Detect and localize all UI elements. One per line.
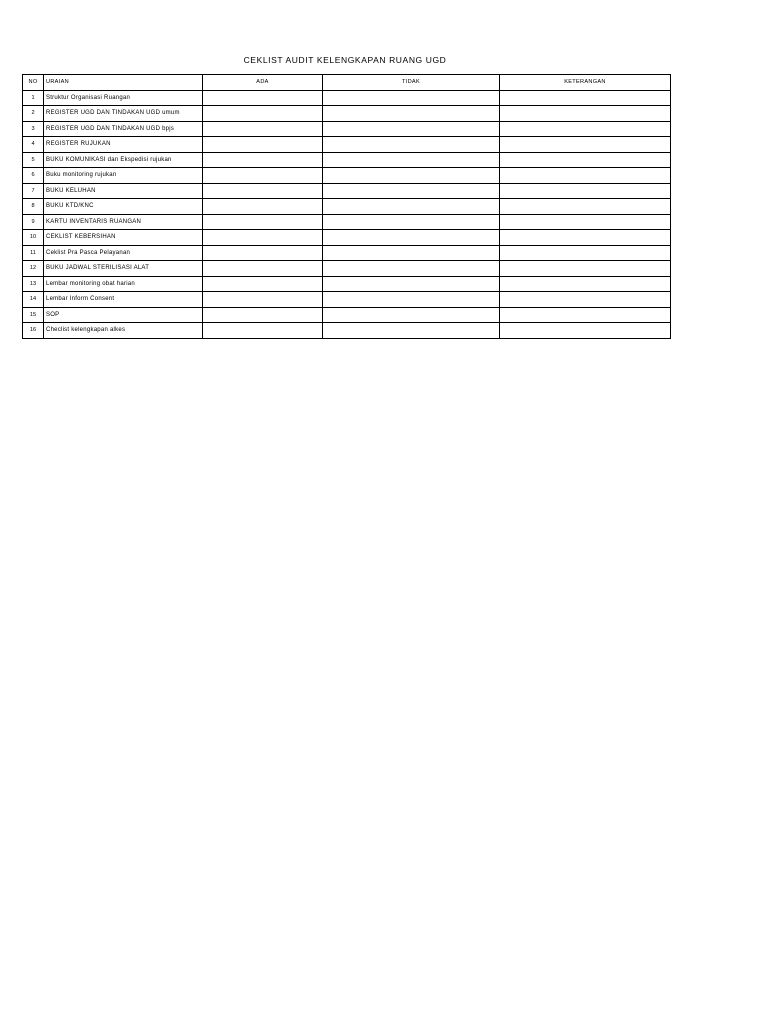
row-uraian: Checlist kelengkapan alkes xyxy=(44,323,203,339)
table-row xyxy=(23,137,671,153)
row-keterangan-cell xyxy=(500,199,671,215)
row-uraian: BUKU KOMUNIKASI dan Ekspedisi rujukan xyxy=(44,152,203,168)
row-uraian: Lembar monitoring obat harian xyxy=(44,276,203,292)
row-ada-cell xyxy=(203,276,323,292)
row-uraian: REGISTER UGD DAN TINDAKAN UGD bpjs xyxy=(44,121,203,137)
row-keterangan-cell xyxy=(500,90,671,106)
table-row xyxy=(23,261,671,277)
row-tidak-cell xyxy=(323,90,500,106)
row-uraian: KARTU INVENTARIS RUANGAN xyxy=(44,214,203,230)
table-row xyxy=(23,152,671,168)
row-number: 4 xyxy=(23,137,44,153)
row-tidak-cell xyxy=(323,261,500,277)
row-tidak-cell xyxy=(323,168,500,184)
row-tidak-cell xyxy=(323,307,500,323)
row-tidak-cell xyxy=(323,121,500,137)
row-tidak-cell xyxy=(323,183,500,199)
row-number: 16 xyxy=(23,323,44,339)
table-row xyxy=(23,276,671,292)
row-keterangan-cell xyxy=(500,276,671,292)
header-tidak: TIDAK xyxy=(323,75,500,91)
row-ada-cell xyxy=(203,106,323,122)
row-ada-cell xyxy=(203,307,323,323)
row-keterangan-cell xyxy=(500,183,671,199)
row-tidak-cell xyxy=(323,276,500,292)
row-tidak-cell xyxy=(323,137,500,153)
document-title: CEKLIST AUDIT KELENGKAPAN RUANG UGD xyxy=(243,55,447,65)
checklist-table xyxy=(22,74,671,339)
row-keterangan-cell xyxy=(500,106,671,122)
table-row xyxy=(23,199,671,215)
row-number: 5 xyxy=(23,152,44,168)
table-row xyxy=(23,307,671,323)
row-ada-cell xyxy=(203,261,323,277)
row-ada-cell xyxy=(203,152,323,168)
row-ada-cell xyxy=(203,245,323,261)
row-number: 8 xyxy=(23,199,44,215)
row-number: 14 xyxy=(23,292,44,308)
row-ada-cell xyxy=(203,137,323,153)
row-uraian: BUKU KELUHAN xyxy=(44,183,203,199)
row-uraian: REGISTER RUJUKAN xyxy=(44,137,203,153)
row-number: 2 xyxy=(23,106,44,122)
row-uraian: REGISTER UGD DAN TINDAKAN UGD umum xyxy=(44,106,203,122)
row-keterangan-cell xyxy=(500,168,671,184)
table-body xyxy=(23,90,671,338)
row-uraian: CEKLIST KEBERSIHAN xyxy=(44,230,203,246)
table-row xyxy=(23,245,671,261)
table-header-row xyxy=(23,75,671,91)
row-keterangan-cell xyxy=(500,292,671,308)
row-ada-cell xyxy=(203,292,323,308)
row-tidak-cell xyxy=(323,152,500,168)
row-ada-cell xyxy=(203,230,323,246)
table-row xyxy=(23,292,671,308)
row-number: 1 xyxy=(23,90,44,106)
row-uraian: SOP xyxy=(44,307,203,323)
row-ada-cell xyxy=(203,90,323,106)
row-number: 7 xyxy=(23,183,44,199)
row-ada-cell xyxy=(203,121,323,137)
row-tidak-cell xyxy=(323,292,500,308)
row-uraian: Buku monitoring rujukan xyxy=(44,168,203,184)
row-number: 3 xyxy=(23,121,44,137)
table-row xyxy=(23,106,671,122)
table-row xyxy=(23,214,671,230)
row-uraian: Struktur Organisasi Ruangan xyxy=(44,90,203,106)
row-ada-cell xyxy=(203,214,323,230)
header-uraian: URAIAN xyxy=(44,75,203,91)
row-keterangan-cell xyxy=(500,245,671,261)
row-tidak-cell xyxy=(323,230,500,246)
row-number: 12 xyxy=(23,261,44,277)
row-number: 15 xyxy=(23,307,44,323)
row-tidak-cell xyxy=(323,323,500,339)
header-keterangan: KETERANGAN xyxy=(500,75,671,91)
row-keterangan-cell xyxy=(500,323,671,339)
row-number: 9 xyxy=(23,214,44,230)
table-row xyxy=(23,323,671,339)
row-uraian: BUKU KTD/KNC xyxy=(44,199,203,215)
table-row xyxy=(23,168,671,184)
row-tidak-cell xyxy=(323,245,500,261)
row-keterangan-cell xyxy=(500,230,671,246)
row-tidak-cell xyxy=(323,106,500,122)
row-ada-cell xyxy=(203,199,323,215)
table-row xyxy=(23,90,671,106)
table-row xyxy=(23,230,671,246)
row-uraian: BUKU JADWAL STERILISASI ALAT xyxy=(44,261,203,277)
row-keterangan-cell xyxy=(500,261,671,277)
row-tidak-cell xyxy=(323,199,500,215)
row-number: 13 xyxy=(23,276,44,292)
row-ada-cell xyxy=(203,168,323,184)
row-number: 11 xyxy=(23,245,44,261)
table-row xyxy=(23,183,671,199)
header-ada: ADA xyxy=(203,75,323,91)
row-ada-cell xyxy=(203,183,323,199)
row-number: 6 xyxy=(23,168,44,184)
row-number: 10 xyxy=(23,230,44,246)
row-tidak-cell xyxy=(323,214,500,230)
table-row xyxy=(23,121,671,137)
row-keterangan-cell xyxy=(500,152,671,168)
header-no: NO xyxy=(23,75,44,91)
row-uraian: Lembar Inform Consent xyxy=(44,292,203,308)
row-keterangan-cell xyxy=(500,214,671,230)
row-ada-cell xyxy=(203,323,323,339)
row-keterangan-cell xyxy=(500,137,671,153)
row-uraian: Ceklist Pra Pasca Pelayanan xyxy=(44,245,203,261)
row-keterangan-cell xyxy=(500,307,671,323)
row-keterangan-cell xyxy=(500,121,671,137)
